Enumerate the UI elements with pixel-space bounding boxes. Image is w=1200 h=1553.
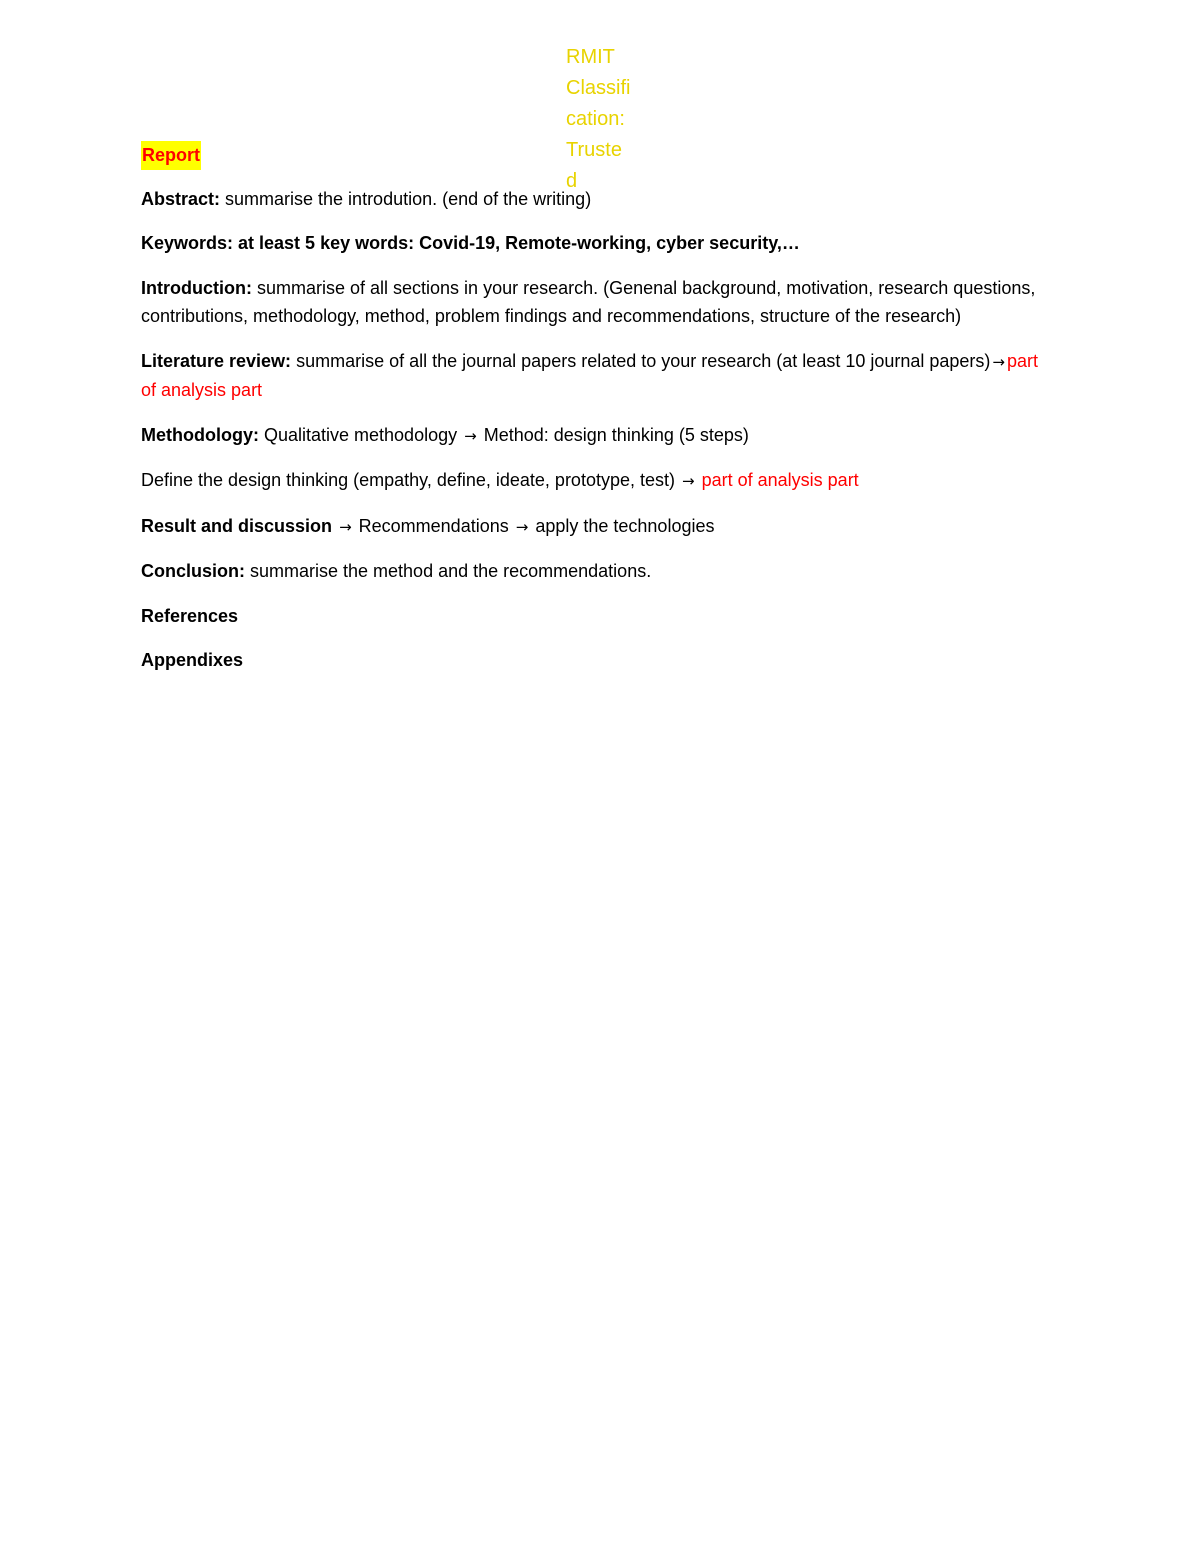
classification-line: d xyxy=(566,170,578,192)
appendixes-heading xyxy=(141,646,1041,675)
define-paragraph xyxy=(141,466,1041,496)
literature-text: summarise of all the journal papers related to your research (at least 10 journal papers) xyxy=(291,350,991,371)
literature-note: part of analysis part xyxy=(141,350,1039,400)
appendixes-label: Appendixes xyxy=(141,650,244,670)
conclusion-label: Conclusion: xyxy=(141,561,245,581)
keywords-paragraph xyxy=(141,229,1041,258)
result-technologies: apply the technologies xyxy=(535,515,715,536)
arrow-icon: → xyxy=(515,517,529,536)
references-heading xyxy=(141,602,1041,631)
arrow-icon: → xyxy=(992,352,1005,371)
classification-line: cation: xyxy=(566,108,625,130)
result-recommendations: Recommendations xyxy=(358,515,509,536)
abstract-text: summarise the introdution. (end of the writing) xyxy=(220,188,592,209)
introduction-label: Introduction: xyxy=(141,277,252,298)
define-text: Define the design thinking (empathy, define, ideate, prototype, test) xyxy=(141,470,675,490)
document-body xyxy=(141,141,1041,691)
methodology-method: Method: design thinking (5 steps) xyxy=(483,424,749,445)
methodology-text: Qualitative methodology xyxy=(258,424,458,445)
introduction-paragraph xyxy=(141,274,1041,331)
conclusion-text: summarise the method and the recommendations. xyxy=(245,561,652,581)
methodology-paragraph xyxy=(141,421,1041,451)
abstract-paragraph xyxy=(141,185,1041,214)
methodology-label: Methodology: xyxy=(141,424,259,445)
literature-label: Literature review: xyxy=(141,350,292,371)
arrow-icon: → xyxy=(339,517,352,536)
abstract-label: Abstract: xyxy=(141,188,221,209)
references-label: References xyxy=(141,605,239,626)
arrow-icon: → xyxy=(682,472,695,490)
classification-line: Truste xyxy=(566,139,622,161)
classification-line: Classifi xyxy=(566,77,631,99)
conclusion-paragraph xyxy=(141,557,1041,586)
literature-paragraph xyxy=(141,347,1041,405)
result-label: Result and discussion xyxy=(141,515,333,536)
result-paragraph xyxy=(141,512,1041,542)
introduction-text: summarise of all sections in your research. (Genenal background, motivation, research questions, contributions, methodology, method, problem findings and recommendations, structure of the research) xyxy=(141,277,1036,326)
page-title: Report xyxy=(141,141,201,170)
classification-line: RMIT xyxy=(566,46,615,68)
arrow-icon: → xyxy=(464,426,477,445)
define-note: part of analysis part xyxy=(701,470,859,490)
keywords-text: Keywords: at least 5 key words: Covid-19, Remote-working, cyber security,… xyxy=(141,233,800,253)
title-block xyxy=(141,141,1041,170)
